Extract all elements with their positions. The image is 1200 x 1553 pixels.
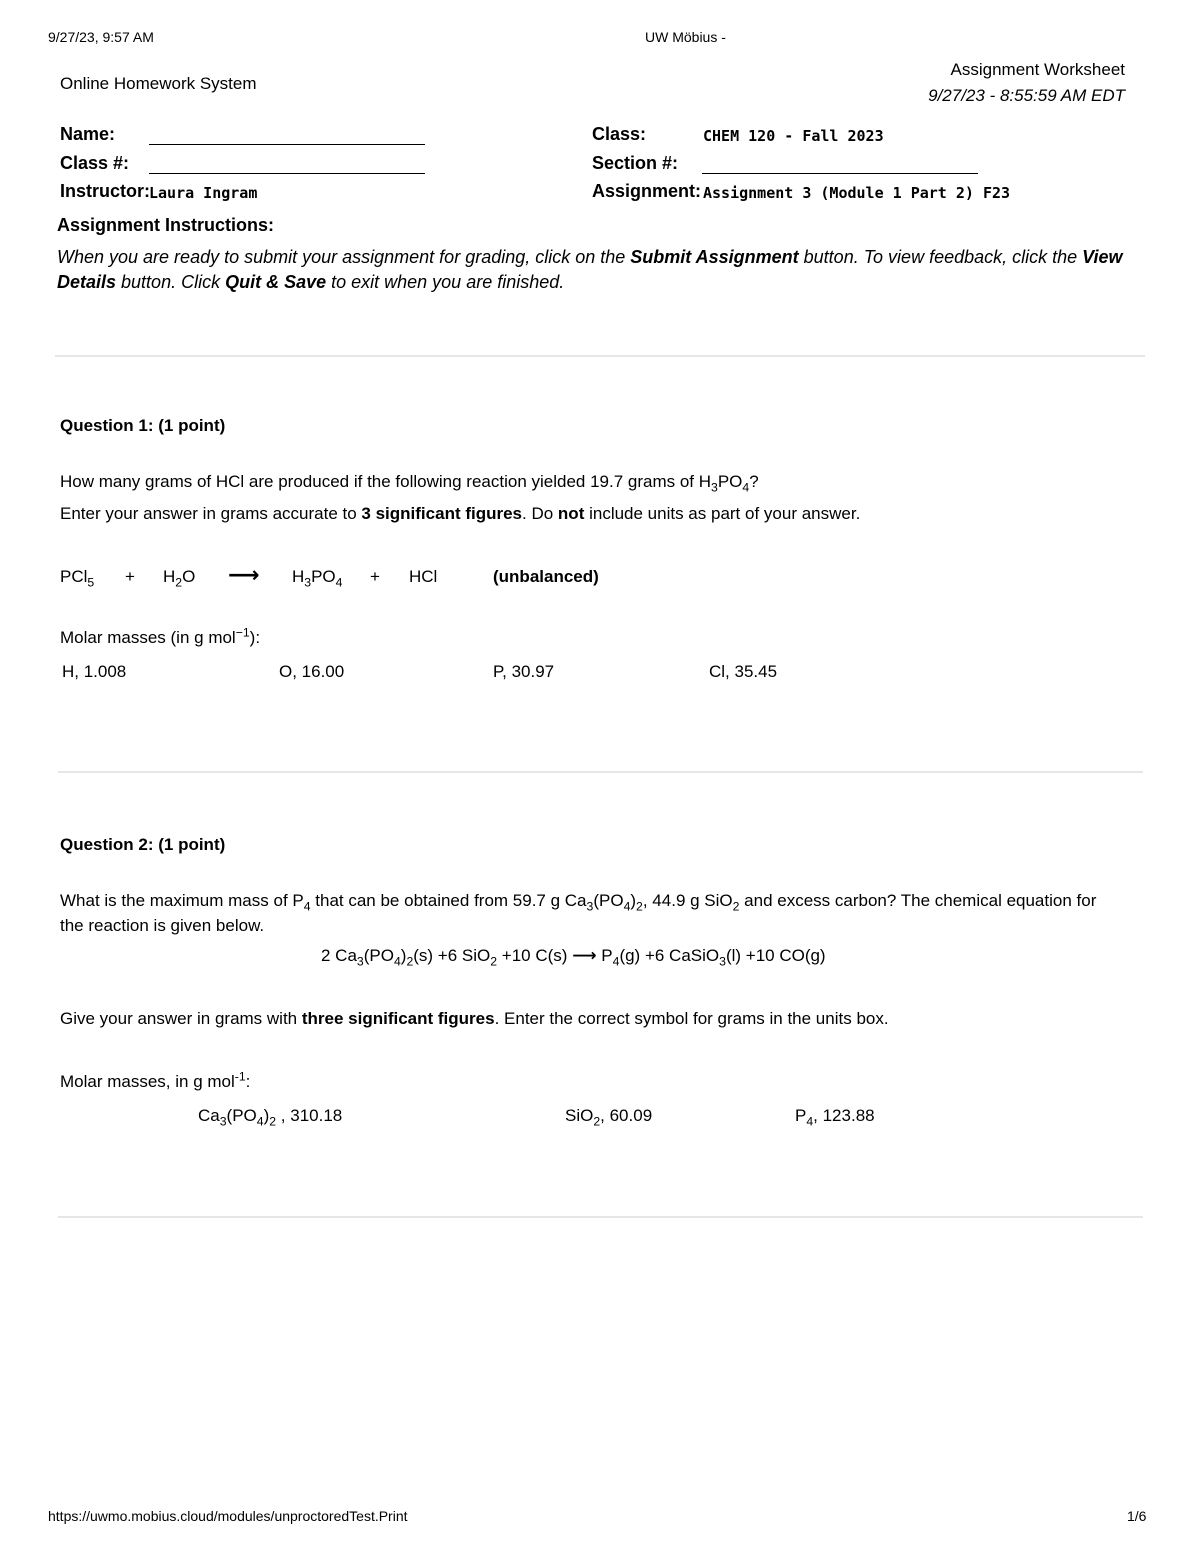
eq-part: (PO	[363, 946, 394, 965]
molar-mass-p: P, 30.97	[493, 662, 555, 681]
subscript: 4	[393, 954, 401, 969]
print-page-title: UW Möbius -	[645, 29, 726, 45]
molar-mass-sio2	[565, 1106, 653, 1129]
formula: Ca	[198, 1106, 220, 1125]
molar-mass-o: O, 16.00	[279, 662, 345, 681]
subscript: 2	[636, 899, 643, 914]
instructions-part: button. Click	[116, 272, 226, 292]
print-datetime: 9/27/23, 9:57 AM	[48, 29, 154, 45]
eq-unbalanced-note: (unbalanced)	[493, 567, 599, 586]
formula: H	[163, 567, 176, 586]
name-blank-line	[149, 144, 425, 145]
instructions-text	[57, 245, 1137, 295]
instructions-part: When you are ready to submit your assignment for grading, click on the	[57, 247, 631, 267]
subscript: 3	[586, 899, 594, 914]
label-part: ):	[249, 628, 261, 647]
subscript: 3	[356, 954, 364, 969]
subscript: 2	[175, 575, 183, 590]
details-ref: Details	[57, 272, 117, 292]
formula: )	[263, 1106, 270, 1125]
submit-assignment-ref: Submit Assignment	[630, 247, 799, 267]
eq-part: (s) +6 SiO	[413, 946, 491, 965]
q2-text-part: and excess carbon? The chemical equation for	[739, 891, 1097, 910]
eq-part: 2 Ca	[321, 946, 357, 965]
subscript: 2	[269, 1114, 277, 1129]
formula: SiO	[565, 1106, 594, 1125]
subscript: 4	[742, 480, 750, 495]
question-1-title: Question 1: (1 point)	[60, 416, 226, 435]
instructor-label: Instructor:	[60, 181, 150, 201]
q1-text-part: PO	[717, 472, 743, 491]
question-2-title: Question 2: (1 point)	[60, 835, 226, 854]
q2-text-part: that can be obtained from 59.7 g Ca	[310, 891, 587, 910]
question-1-text	[60, 472, 759, 495]
subscript: 2	[490, 954, 498, 969]
class-num-label: Class #:	[60, 153, 130, 173]
molar-mass-p4	[795, 1106, 875, 1129]
section-divider	[55, 355, 1145, 357]
question-2-instruction	[60, 1009, 889, 1029]
system-name: Online Homework System	[60, 74, 257, 93]
view-ref: View	[1082, 247, 1123, 267]
eq-part: +10 C(s)	[497, 946, 573, 965]
subscript: 4	[806, 1114, 814, 1129]
formula: (PO	[226, 1106, 257, 1125]
section-divider	[58, 1216, 1143, 1218]
instructions-part: button. To view feedback, click the	[798, 247, 1083, 267]
formula: H	[292, 567, 305, 586]
question-2-text-cont: the reaction is given below.	[60, 916, 265, 935]
class-label: Class:	[592, 124, 647, 144]
q1-instr-part: Enter your answer in grams accurate to	[60, 504, 362, 523]
eq-plus: +	[125, 567, 135, 586]
q2-instr-part: . Enter the correct symbol for grams in the units box.	[494, 1009, 889, 1028]
assignment-value: Assignment 3 (Module 1 Part 2) F23	[703, 184, 1011, 202]
eq-part: (g) +6 CaSiO	[619, 946, 720, 965]
subscript: 4	[612, 954, 620, 969]
doc-title: Assignment Worksheet	[950, 60, 1125, 79]
question-1-instruction	[60, 504, 860, 524]
superscript: −1	[235, 625, 250, 640]
subscript: 2	[406, 954, 414, 969]
subscript: 3	[304, 575, 312, 590]
value: , 310.18	[276, 1106, 343, 1125]
subscript: 5	[87, 575, 95, 590]
subscript: 4	[335, 575, 343, 590]
subscript: 2	[593, 1114, 601, 1129]
print-page-number: 1/6	[1127, 1508, 1147, 1524]
q2-text-part: (PO	[593, 891, 624, 910]
subscript: 3	[711, 480, 718, 495]
q2-instr-bold: three significant figures	[301, 1009, 495, 1028]
reaction-arrow-icon: ⟶	[572, 946, 597, 966]
formula: PCl	[60, 567, 88, 586]
molar-mass-h: H, 1.008	[62, 662, 127, 681]
eq-reactant-h2o	[163, 567, 196, 590]
q1-text-part: ?	[749, 472, 759, 491]
eq-part: P	[596, 946, 613, 965]
molar-mass-cl: Cl, 35.45	[709, 662, 778, 681]
q1-instr-bold: not	[557, 504, 585, 523]
molar-mass-ca3po42	[198, 1106, 343, 1129]
instructor-value: Laura Ingram	[149, 184, 258, 202]
eq-product-h3po4	[292, 567, 343, 590]
class-value: CHEM 120 - Fall 2023	[703, 127, 884, 145]
eq-reactant-pcl5	[60, 567, 95, 590]
q2-instr-part: Give your answer in grams with	[60, 1009, 302, 1028]
question-2-text	[60, 891, 1097, 914]
label-part: Molar masses (in g mol	[60, 628, 236, 647]
q1-molar-masses-label	[60, 625, 261, 648]
doc-timestamp: 9/27/23 - 8:55:59 AM EDT	[928, 86, 1125, 105]
subscript: 3	[219, 1114, 227, 1129]
q2-text-part: , 44.9 g SiO	[642, 891, 733, 910]
subscript: 4	[623, 899, 631, 914]
q2-molar-masses-label	[60, 1069, 251, 1092]
class-num-blank-line	[149, 173, 425, 174]
reaction-arrow-icon: ⟶	[228, 563, 260, 588]
subscript: 4	[256, 1114, 264, 1129]
subscript: 2	[732, 899, 740, 914]
question-2-equation	[321, 946, 826, 969]
q2-text-part: )	[630, 891, 637, 910]
name-label: Name:	[60, 124, 116, 144]
formula: PO	[311, 567, 336, 586]
subscript: 3	[719, 954, 726, 969]
section-label: Section #:	[592, 153, 679, 173]
instructions-heading: Assignment Instructions:	[57, 215, 275, 235]
label-part: Molar masses, in g mol	[60, 1072, 235, 1091]
value: , 123.88	[813, 1106, 875, 1125]
eq-part: )	[400, 946, 407, 965]
value: , 60.09	[600, 1106, 653, 1125]
superscript: -1	[234, 1069, 246, 1084]
print-footer-url[interactable]: https://uwmo.mobius.cloud/modules/unproctoredTest.Print	[48, 1508, 408, 1524]
q1-instr-part: . Do	[522, 504, 558, 523]
formula: O	[182, 567, 196, 586]
instructions-part: to exit when you are finished.	[326, 272, 565, 292]
eq-product-hcl: HCl	[409, 567, 438, 586]
q1-text-part: How many grams of HCl are produced if the following reaction yielded 19.7 grams of H	[60, 472, 712, 491]
formula: P	[795, 1106, 807, 1125]
subscript: 4	[303, 899, 311, 914]
eq-plus: +	[370, 567, 380, 586]
section-blank-line	[702, 173, 978, 174]
q1-instr-bold: 3 significant figures	[361, 504, 523, 523]
label-part: :	[245, 1072, 251, 1091]
section-divider	[58, 771, 1143, 773]
assignment-label: Assignment:	[592, 181, 702, 201]
quit-save-ref: Quit & Save	[225, 272, 327, 292]
q1-instr-part: include units as part of your answer.	[584, 504, 861, 523]
eq-part: (l) +10 CO(g)	[725, 946, 826, 965]
q2-text-part: What is the maximum mass of P	[60, 891, 304, 910]
